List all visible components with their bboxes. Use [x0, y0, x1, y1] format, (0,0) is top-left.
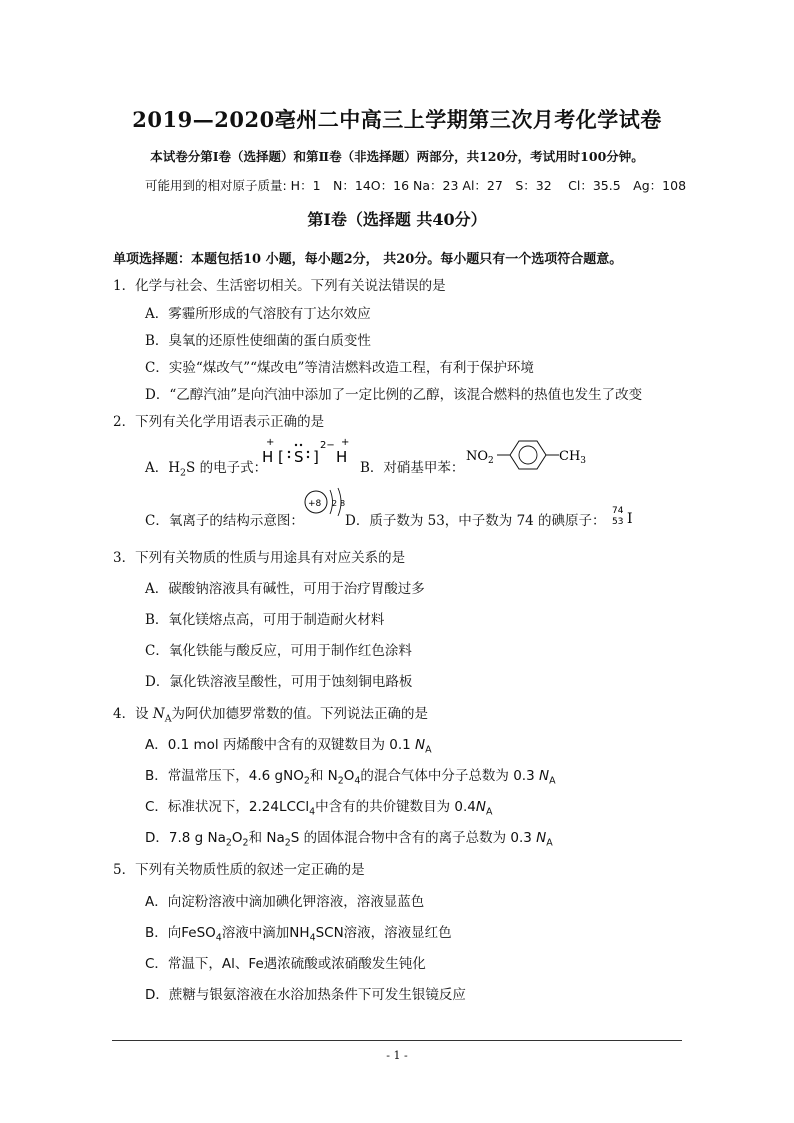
q5-stem: 5．下列有关物质性质的叙述一定正确的是	[113, 862, 365, 878]
svg-text:]: ]	[313, 448, 319, 466]
q1-stem: 1．化学与社会、生活密切相关。下列有关说法错误的是	[113, 278, 446, 294]
q1-option-d: D．“乙醇汽油”是向汽油中添加了一定比例的乙醇，该混合燃料的热值也发生了改变	[145, 387, 643, 403]
q5-option-a: A．向淀粉溶液中滴加碘化钾溶液，溶液显蓝色	[145, 894, 425, 910]
q3-option-b: B．氧化镁熔点高，可用于制造耐火材料	[145, 612, 385, 628]
q3-stem: 3．下列有关物质的性质与用途具有对应关系的是	[113, 550, 406, 566]
section-title: 第Ⅰ卷（选择题 共40分）	[307, 210, 487, 229]
q4-option-a: A．0.1 mol 丙烯酸中含有的双键数目为 0.1 $N_A$	[145, 737, 432, 756]
q4-option-b: B．常温常压下，4.6 gNO$_2$和 $N_2O_4$的混合气体中分子总数为 0.3 $N_A$	[145, 768, 556, 787]
q2-option-b: B．对硝基甲苯：	[360, 460, 465, 476]
q4-stem: 4．设 $N_A$为阿伏加德罗常数的值。下列说法正确的是	[113, 706, 429, 725]
svg-text:+: +	[266, 437, 275, 448]
svg-text:74: 74	[612, 506, 624, 516]
q2-option-a: A．$H_2S$ 的电子式：	[145, 460, 268, 479]
atomic-masses: 可能用到的相对原子质量: H：1 N：14O：16 Na：23 Al：27 S：32 Cl：35.5 Ag：108	[145, 178, 687, 193]
q1-option-a: A．雾霾所形成的气溶胶有丁达尔效应	[145, 306, 371, 322]
svg-text:+: +	[341, 437, 350, 448]
h2s-electron-formula	[258, 436, 358, 472]
svg-text:H: H	[262, 448, 274, 466]
p-nitrotoluene-structure	[464, 437, 594, 473]
q5-option-b: B．向FeSO$_4$溶液中滴加$NH_4SCN$溶液，溶液显红色	[145, 925, 452, 944]
q2-stem: 2．下列有关化学用语表示正确的是	[113, 414, 325, 430]
svg-text:8: 8	[340, 499, 346, 508]
svg-text:H: H	[336, 448, 348, 466]
q3-option-a: A．碳酸钠溶液具有碱性，可用于治疗胃酸过多	[145, 581, 425, 597]
svg-text:2: 2	[332, 499, 338, 508]
svg-text:S: S	[294, 448, 304, 466]
q2-option-c: C．氧离子的结构示意图：	[145, 513, 304, 529]
iodine-nuclide-notation	[610, 502, 640, 530]
svg-text:[: [	[278, 448, 284, 466]
svg-text:+8: +8	[308, 499, 322, 509]
q5-option-c: C．常温下，Al、Fe遇浓硫酸或浓硝酸发生钝化	[145, 956, 426, 972]
q1-option-c: C．实验“煤改气”“煤改电”等清洁燃料改造工程，有利于保护环境	[145, 360, 534, 376]
q4-option-c: C．标准状况下，2.24LCCl$_4$中含有的共价键数目为 $0.4N_A$	[145, 799, 493, 818]
q4-option-d: D．7.8 g $Na_2O_2$和 $Na_2S$ 的固体混合物中含有的离子总数为 0.3 $N_A$	[145, 830, 553, 849]
svg-text:CH3: $CH_3$	[559, 449, 587, 466]
oxide-ion-structure-diagram	[300, 484, 350, 524]
q3-option-c: C．氧化铁能与酸反应，可用于制作红色涂料	[145, 643, 412, 659]
q1-option-b: B．臭氧的还原性使细菌的蛋白质变性	[145, 333, 371, 349]
exam-title: 2019—2020亳州二中高三上学期第三次月考化学试卷	[132, 107, 662, 132]
svg-text:NO2: $NO_2$	[466, 449, 494, 466]
q3-option-d: D．氯化铁溶液呈酸性，可用于蚀刻铜电路板	[145, 674, 413, 690]
svg-text:I: I	[627, 511, 633, 527]
footer-divider	[112, 1040, 682, 1041]
svg-text:2−: 2−	[320, 440, 335, 451]
q5-option-d: D．蔗糖与银氨溶液在水浴加热条件下可发生银镜反应	[145, 987, 466, 1003]
section-instruction: 单项选择题：本题包括10 小题，每小题2分， 共20分。每小题只有一个选项符合题意。	[113, 252, 623, 267]
page-number: - 1 -	[386, 1049, 408, 1062]
exam-subtitle: 本试卷分第Ⅰ卷（选择题）和第Ⅱ卷（非选择题）两部分，共120分，考试用时100分钟。	[150, 149, 644, 164]
q2-option-d: D．质子数为 53，中子数为 74 的碘原子：	[345, 513, 606, 529]
svg-text:53: 53	[612, 517, 624, 527]
